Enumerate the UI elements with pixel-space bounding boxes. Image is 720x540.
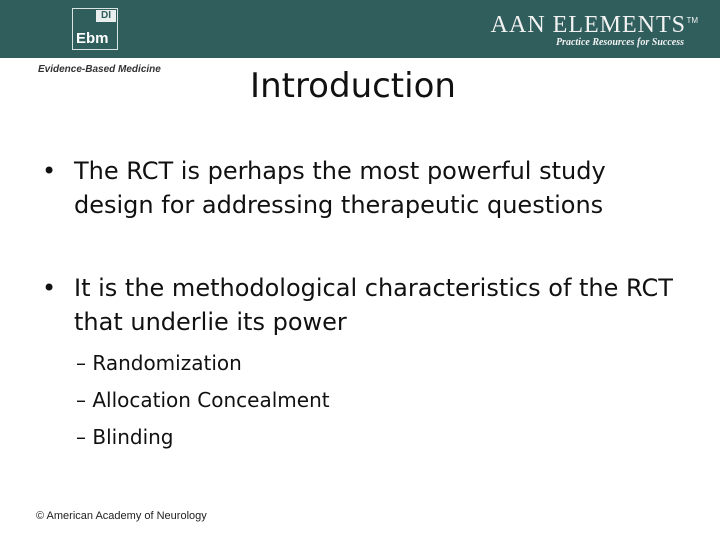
bullet-mark: •: [42, 157, 57, 185]
aan-elements-tagline: Practice Resources for Success: [555, 37, 684, 48]
aan-elements-logo: AAN ELEMENTS: [490, 12, 686, 38]
copyright-footer: © American Academy of Neurology: [36, 510, 207, 522]
sub-bullet-item: – Randomization: [76, 351, 242, 375]
ebm-caption: Evidence-Based Medicine: [38, 64, 161, 75]
sub-bullet-item: – Blinding: [76, 425, 174, 449]
bullet-text: The RCT is perhaps the most powerful study design for addressing therapeutic questions: [74, 157, 606, 219]
ebm-logo-text: Ebm: [76, 30, 109, 47]
slide-title: Introduction: [250, 66, 456, 106]
bullet-item: [42, 271, 692, 339]
slide-content: [42, 154, 692, 456]
sub-bullet-item: – Allocation Concealment: [76, 388, 330, 412]
bullet-mark: •: [42, 274, 57, 302]
ebm-logo-badge: DI: [96, 10, 116, 22]
header-bar: [0, 0, 720, 58]
sub-bullet-list: [42, 345, 692, 456]
ebm-logo: [72, 8, 118, 50]
bullet-text: It is the methodological characteristics of the RCT that underlie its power: [74, 274, 673, 336]
trademark-mark: TM: [686, 16, 698, 25]
bullet-item: [42, 154, 692, 222]
